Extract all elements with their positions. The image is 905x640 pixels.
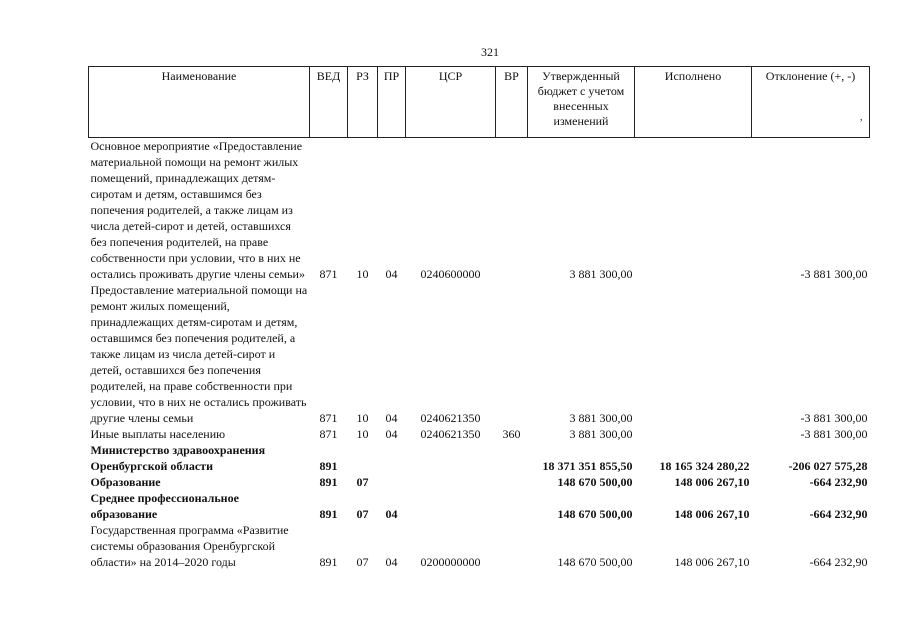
- row-deviation: -664 232,90: [809, 555, 868, 569]
- row-executed: 148 006 267,10: [674, 555, 750, 569]
- row-ved: 891: [319, 475, 338, 489]
- table-row: [89, 442, 870, 474]
- row-executed: [635, 426, 752, 442]
- header-pr: ПР: [378, 67, 406, 138]
- row-deviation: -3 881 300,00: [800, 427, 868, 441]
- row-rz: 07: [356, 555, 369, 569]
- header-deviation: Отклонение (+, -): [752, 67, 870, 138]
- row-name: Образование: [90, 475, 161, 489]
- row-name: Государственная программа «Развитие системы образования Оренбургской области» на 2014–2020 годы: [90, 523, 289, 569]
- row-pr: [378, 474, 406, 490]
- row-csr: 0240621350: [420, 427, 481, 441]
- header-ved: ВЕД: [310, 67, 348, 138]
- row-deviation: -206 027 575,28: [788, 459, 868, 473]
- row-executed: 148 006 267,10: [674, 475, 750, 489]
- row-name: Министерство здравоохранения Оренбургской области: [90, 443, 266, 473]
- row-ved: 891: [319, 507, 338, 521]
- header-rz: РЗ: [348, 67, 378, 138]
- row-executed: [635, 282, 752, 426]
- row-pr: [378, 442, 406, 474]
- row-csr: 0240621350: [420, 411, 481, 425]
- table-row: [89, 282, 870, 426]
- row-csr: 0200000000: [420, 555, 481, 569]
- scan-mark: ,: [860, 112, 863, 123]
- row-ved: 891: [319, 459, 338, 473]
- row-rz: 10: [356, 427, 369, 441]
- row-vr: 360: [502, 427, 521, 441]
- row-rz: [348, 442, 378, 474]
- row-vr: [496, 474, 528, 490]
- row-vr: [496, 282, 528, 426]
- row-csr: [406, 474, 496, 490]
- row-vr: [496, 522, 528, 570]
- row-ved: 871: [319, 411, 338, 425]
- header-csr: ЦСР: [406, 67, 496, 138]
- row-approved: 3 881 300,00: [569, 427, 633, 441]
- row-pr: 04: [385, 507, 398, 521]
- row-name: Основное мероприятие «Предоставление материальной помощи на ремонт жилых помещений, принадлежащих детям-сиротам и детям, оставшимся без попечения родителей, а также лицам из числа детей-сирот и детей, оставшихся без попечения родителей, на праве собственности при условии, что в них не остались проживать другие члены семьи»: [90, 139, 305, 281]
- row-approved: 148 670 500,00: [557, 475, 633, 489]
- row-approved: 3 881 300,00: [569, 411, 633, 425]
- table-row: [89, 522, 870, 570]
- row-name: Среднее профессиональное образование: [90, 491, 239, 521]
- row-approved: 3 881 300,00: [569, 267, 633, 281]
- row-rz: 10: [356, 411, 369, 425]
- row-ved: 871: [319, 427, 338, 441]
- header-executed: Исполнено: [635, 67, 752, 138]
- row-deviation: -3 881 300,00: [800, 411, 868, 425]
- header-vr: ВР: [496, 67, 528, 138]
- table-header-row: [89, 67, 870, 138]
- row-approved: 148 670 500,00: [557, 555, 633, 569]
- page-number: 321: [481, 45, 499, 59]
- row-rz: 07: [356, 475, 369, 489]
- row-executed: 18 165 324 280,22: [659, 459, 750, 473]
- row-approved: 18 371 351 855,50: [542, 459, 633, 473]
- row-deviation: -3 881 300,00: [800, 267, 868, 281]
- table-row: [89, 474, 870, 490]
- row-csr: [406, 490, 496, 522]
- row-pr: 04: [385, 555, 398, 569]
- row-pr: 04: [385, 427, 398, 441]
- row-deviation: -664 232,90: [809, 475, 868, 489]
- row-executed: 148 006 267,10: [674, 507, 750, 521]
- header-name: Наименование: [89, 67, 310, 138]
- row-vr: [496, 442, 528, 474]
- row-ved: 891: [319, 555, 338, 569]
- row-name: Иные выплаты населению: [90, 427, 226, 441]
- row-name: Предоставление материальной помощи на ремонт жилых помещений, принадлежащих детям-сиротам и детям, оставшимся без попечения родителей, а также лицам из числа детей-сирот и детей, оставшихся без попечения родителей, на праве собственности при условии, что в них не остались проживать другие члены семьи: [90, 283, 308, 425]
- row-executed: [635, 138, 752, 283]
- row-ved: 871: [319, 267, 338, 281]
- header-approved: Утвержденный бюджет с учетом внесенных изменений: [528, 67, 635, 138]
- row-approved: 148 670 500,00: [557, 507, 633, 521]
- row-rz: 10: [356, 267, 369, 281]
- row-csr: [406, 442, 496, 474]
- row-deviation: -664 232,90: [809, 507, 868, 521]
- table-row: [89, 426, 870, 442]
- row-vr: [496, 490, 528, 522]
- row-pr: 04: [385, 411, 398, 425]
- row-vr: [496, 138, 528, 283]
- budget-table: [88, 66, 870, 570]
- row-rz: 07: [356, 507, 369, 521]
- row-csr: 0240600000: [420, 267, 481, 281]
- row-pr: 04: [385, 267, 398, 281]
- table-row: [89, 490, 870, 522]
- table-row: [89, 138, 870, 283]
